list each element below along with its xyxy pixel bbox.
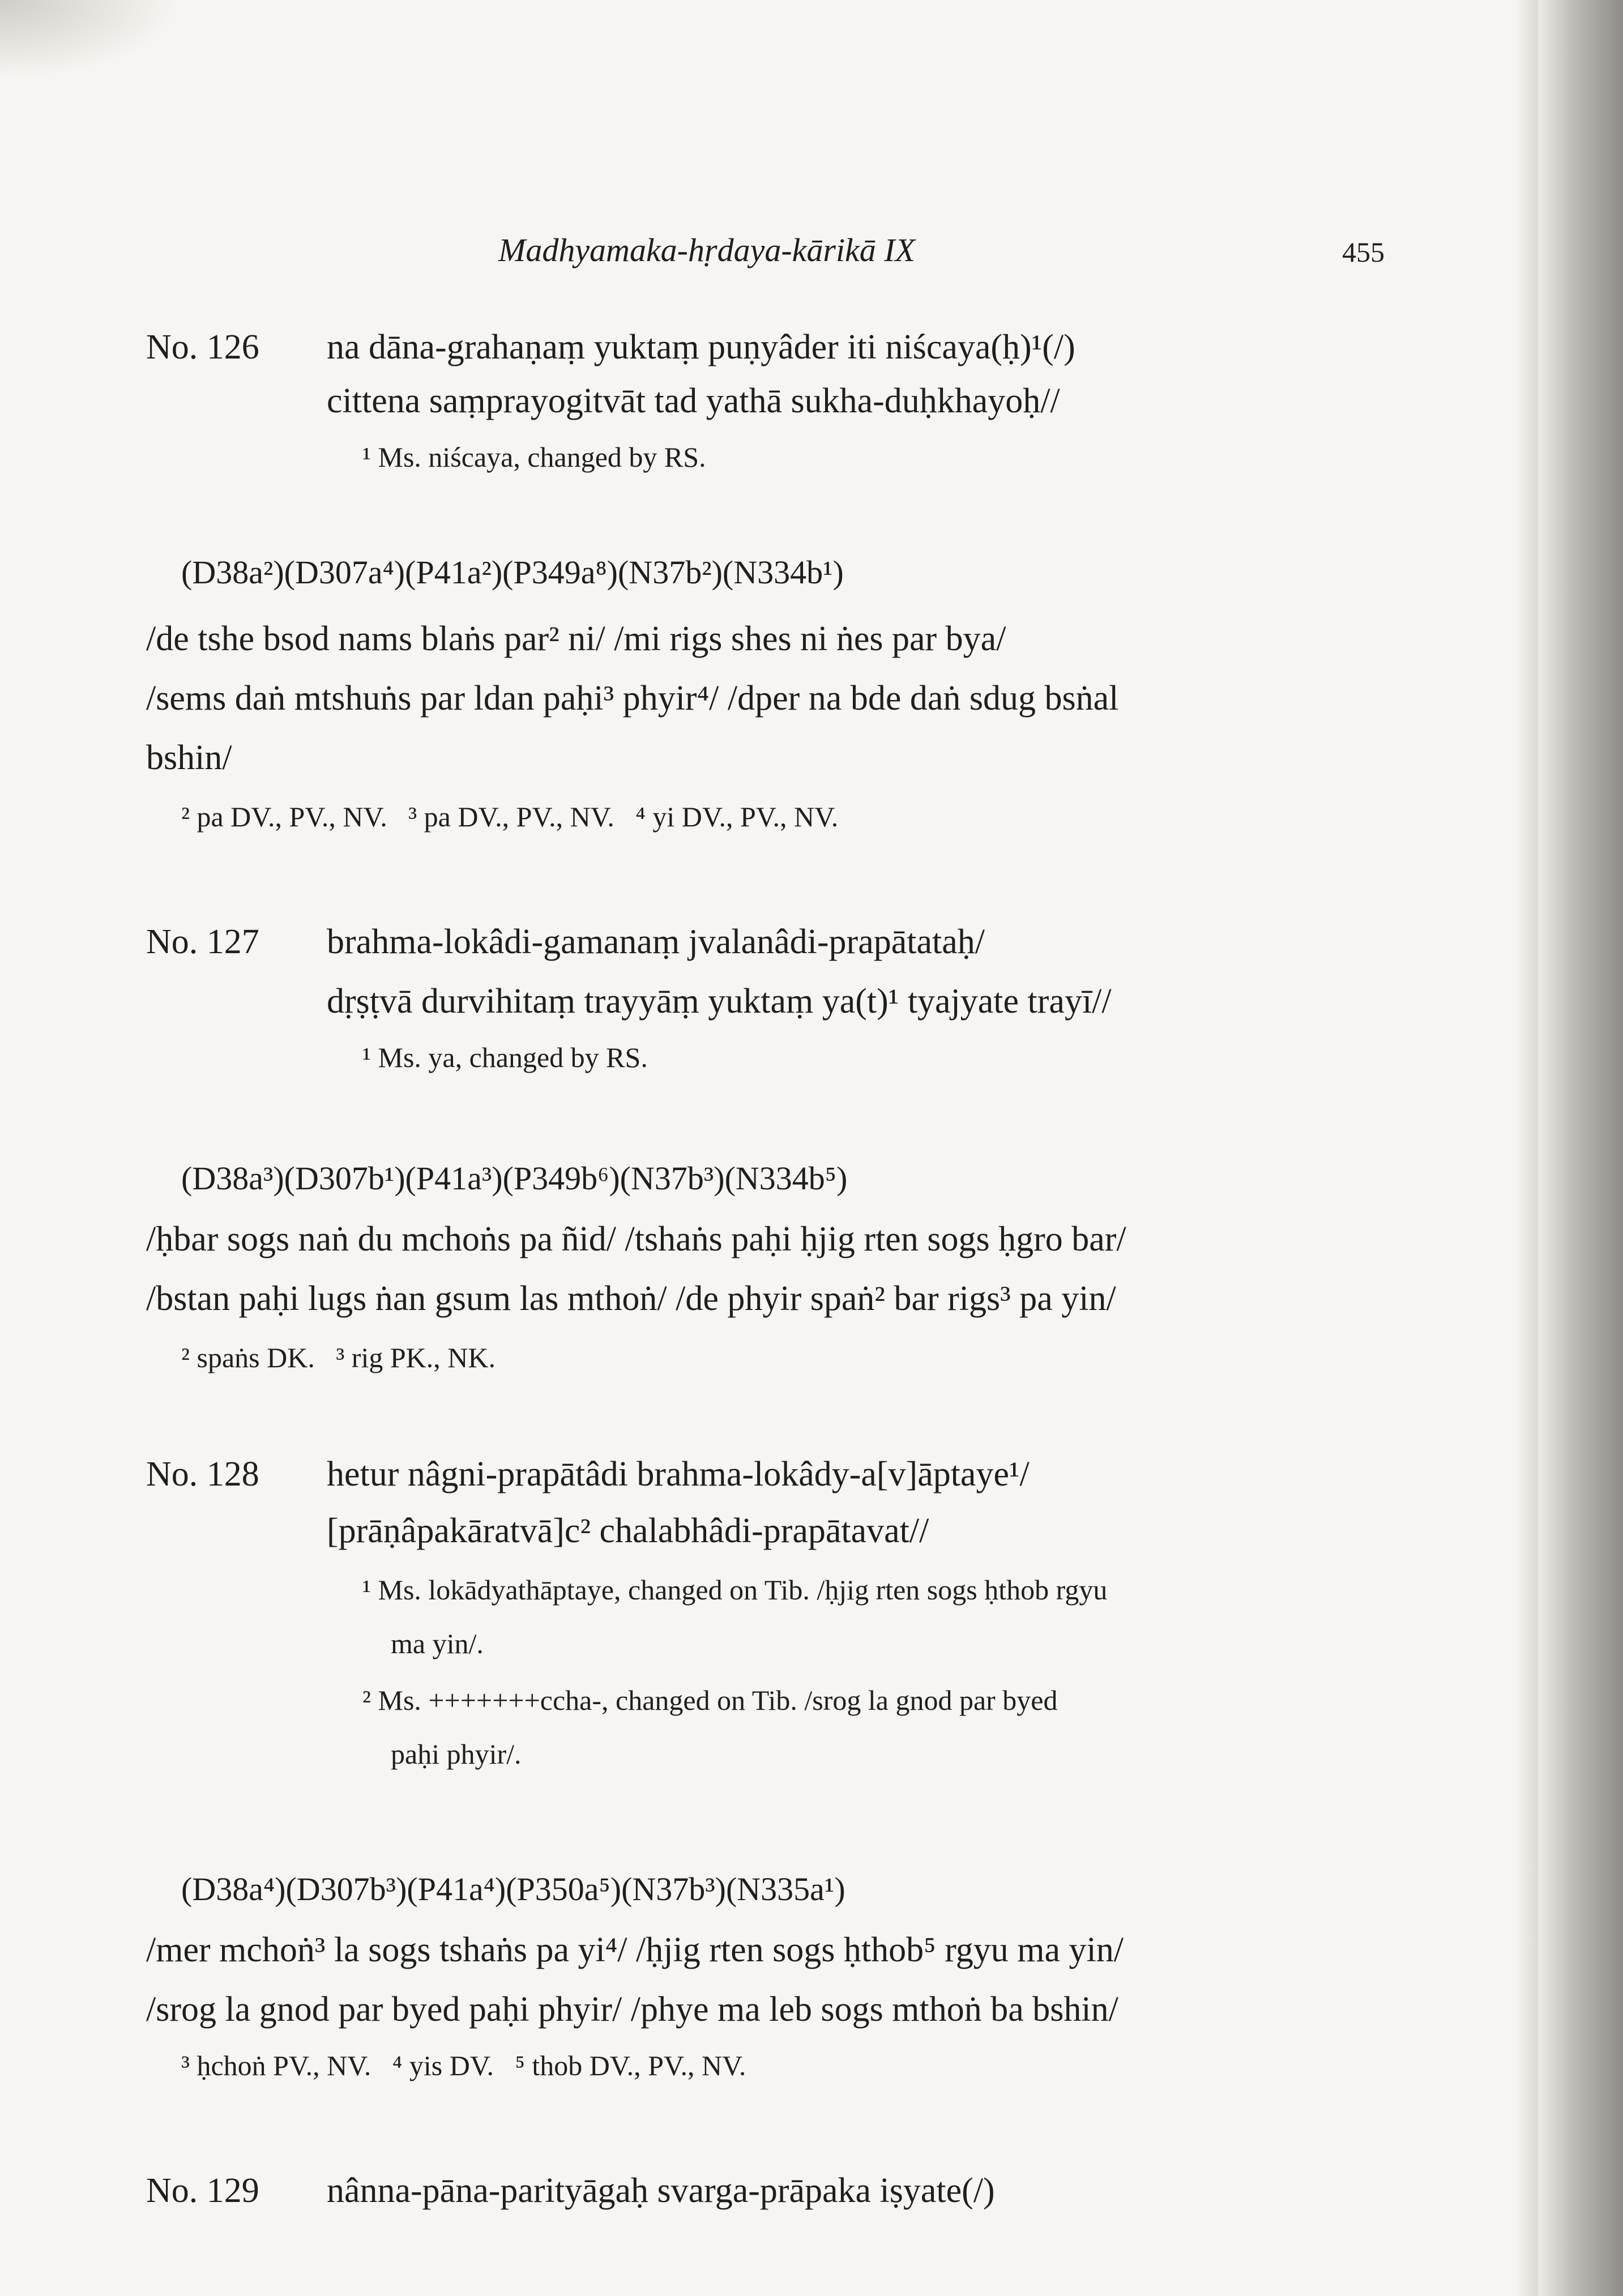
sanskrit-line: dṛṣṭvā durvihitaṃ trayyāṃ yuktaṃ ya(t)¹ tyajyate trayī// bbox=[327, 982, 1112, 1021]
tibetan-line: /mer mchoṅ³ la sogs tshaṅs pa yi⁴/ /ḥjig rten sogs ḥthob⁵ rgyu ma yin/ bbox=[146, 1931, 1124, 1969]
page-edge-shadow bbox=[1538, 0, 1623, 2296]
tibetan-line: /bstan paḥi lugs ṅan gsum las mthoṅ/ /de phyir spaṅ² bar rigs³ pa yin/ bbox=[146, 1279, 1116, 1318]
tibetan-line: /srog la gnod par byed paḥi phyir/ /phye ma leb sogs mthoṅ ba bshin/ bbox=[146, 1990, 1118, 2029]
tibetan-footnotes: ² spaṅs DK. ³ rig PK., NK. bbox=[181, 1342, 496, 1373]
sanskrit-line: nânna-pāna-parityāgaḥ svarga-prāpaka iṣyate(/) bbox=[327, 2171, 995, 2210]
sanskrit-footnote: paḥi phyir/. bbox=[391, 1738, 522, 1770]
tibetan-line: bshin/ bbox=[146, 739, 232, 777]
page-gutter-shade bbox=[1515, 0, 1538, 2296]
scan-shadow-corner bbox=[0, 0, 181, 79]
tibetan-line: /de tshe bsod nams blaṅs par² ni/ /mi rigs shes ni ṅes par bya/ bbox=[146, 620, 1006, 658]
tibetan-references: (D38a⁴)(D307b³)(P41a⁴)(P350a⁵)(N37b³)(N335a¹) bbox=[181, 1871, 845, 1907]
sanskrit-footnote: ¹ Ms. lokādyathāptaye, changed on Tib. /ḥjig rten sogs ḥthob rgyu bbox=[362, 1574, 1108, 1606]
sanskrit-footnote: ma yin/. bbox=[391, 1628, 484, 1659]
page-number: 455 bbox=[1342, 236, 1385, 268]
sanskrit-line: cittena saṃprayogitvāt tad yathā sukha-duḥkhayoḥ// bbox=[327, 382, 1060, 420]
entry-number: No. 127 bbox=[146, 923, 259, 961]
tibetan-footnotes: ³ ḥchoṅ PV., NV. ⁴ yis DV. ⁵ thob DV., PV., NV. bbox=[181, 2050, 746, 2081]
entry-number: No. 128 bbox=[146, 1455, 259, 1493]
sanskrit-line: hetur nâgni-prapātâdi brahma-lokâdy-a[v]āptaye¹/ bbox=[327, 1455, 1030, 1493]
entry-number: No. 129 bbox=[146, 2171, 259, 2210]
tibetan-references: (D38a³)(D307b¹)(P41a³)(P349b⁶)(N37b³)(N334b⁵) bbox=[181, 1160, 848, 1197]
tibetan-references: (D38a²)(D307a⁴)(P41a²)(P349a⁸)(N37b²)(N334b¹) bbox=[181, 554, 844, 591]
tibetan-line: /ḥbar sogs naṅ du mchoṅs pa ñid/ /tshaṅs paḥi ḥjig rten sogs ḥgro bar/ bbox=[146, 1220, 1126, 1258]
sanskrit-footnote: ² Ms. +++++++ccha-, changed on Tib. /srog la gnod par byed bbox=[362, 1684, 1058, 1716]
tibetan-line: /sems daṅ mtshuṅs par ldan paḥi³ phyir⁴/ /dper na bde daṅ sdug bsṅal bbox=[146, 679, 1119, 718]
sanskrit-line: na dāna-grahaṇaṃ yuktaṃ puṇyâder iti niścaya(ḥ)¹(/) bbox=[327, 328, 1075, 366]
sanskrit-line: brahma-lokâdi-gamanaṃ jvalanâdi-prapātataḥ/ bbox=[327, 923, 985, 961]
sanskrit-footnote: ¹ Ms. niścaya, changed by RS. bbox=[362, 441, 706, 473]
sanskrit-footnote: ¹ Ms. ya, changed by RS. bbox=[362, 1042, 648, 1073]
entry-number: No. 126 bbox=[146, 328, 259, 366]
sanskrit-line: [prāṇâpakāratvā]c² chalabhâdi-prapātavat// bbox=[327, 1512, 929, 1550]
running-header-title: Madhyamaka-hṛdaya-kārikā IX bbox=[498, 232, 916, 268]
tibetan-footnotes: ² pa DV., PV., NV. ³ pa DV., PV., NV. ⁴ yi DV., PV., NV. bbox=[181, 801, 839, 833]
